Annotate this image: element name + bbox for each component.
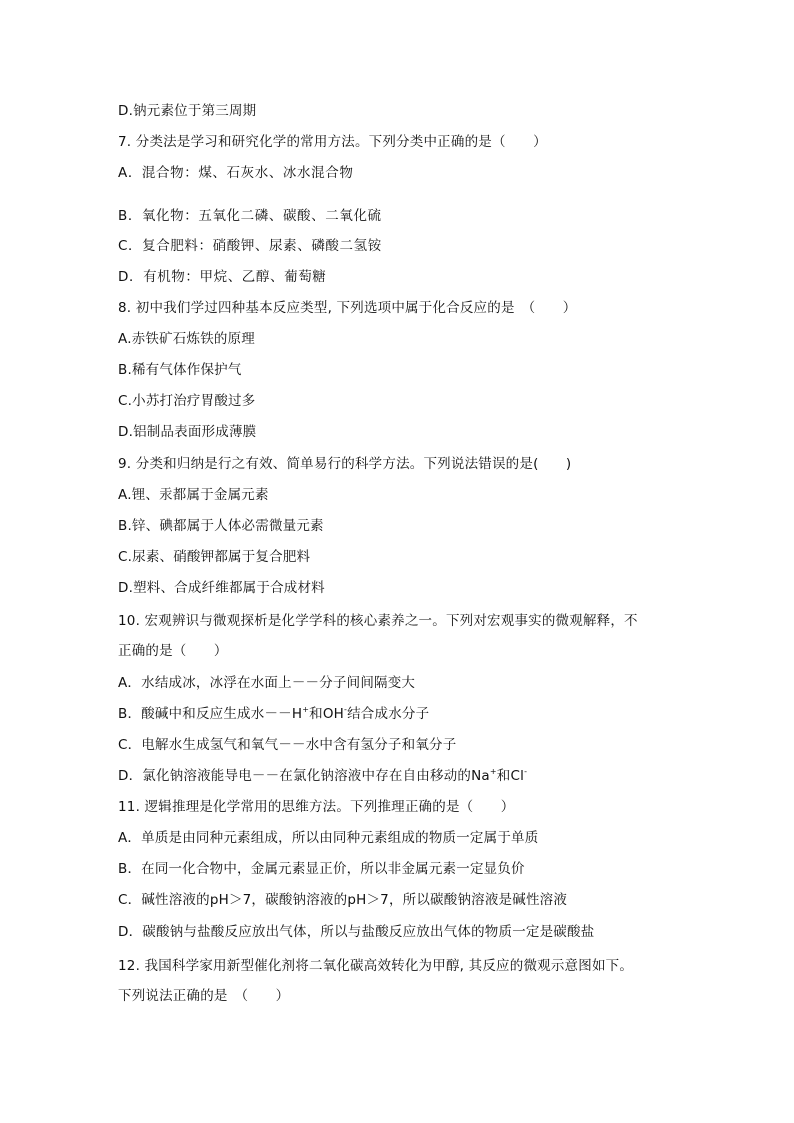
question-12-line1: 12. 我国科学家用新型催化剂将二氧化碳高效转化为甲醇, 其反应的微观示意图如下。 — [118, 958, 634, 974]
q9-option-c: C.尿素、硝酸钾都属于复合肥料 — [118, 549, 311, 565]
q11-option-c: C．碱性溶液的pH＞7，碳酸钠溶液的pH＞7，所以碳酸钠溶液是碱性溶液 — [118, 892, 568, 908]
q11-option-a: A．单质是由同种元素组成，所以由同种元素组成的物质一定属于单质 — [118, 830, 539, 846]
q9-option-b: B.锌、碘都属于人体必需微量元素 — [118, 518, 324, 534]
q7-option-d: D．有机物：甲烷、乙醇、葡萄糖 — [118, 269, 327, 285]
superscript-plus: + — [302, 705, 310, 714]
q7-option-a: A．混合物：煤、石灰水、冰水混合物 — [118, 165, 354, 181]
q7-option-c: C．复合肥料：硝酸钾、尿素、磷酸二氢铵 — [118, 238, 382, 254]
q10-option-d-text1: D．氯化钠溶液能导电－－在氯化钠溶液中存在自由移动的Na — [118, 768, 490, 784]
q8-option-a: A.赤铁矿石炼铁的原理 — [118, 331, 255, 347]
question-8: 8. 初中我们学过四种基本反应类型, 下列选项中属于化合反应的是 （ ） — [118, 300, 577, 316]
q10-option-b — [118, 705, 429, 723]
q10-option-b-text2: 和OH — [309, 706, 345, 722]
q11-option-b: B．在同一化合物中，金属元素显正价，所以非金属元素一定显负价 — [118, 861, 525, 877]
question-7: 7. 分类法是学习和研究化学的常用方法。下列分类中正确的是（ ） — [118, 134, 547, 150]
question-9: 9. 分类和归纳是行之有效、简单易行的科学方法。下列说法错误的是( ) — [118, 456, 572, 472]
question-10-line1: 10. 宏观辨识与微观探析是化学学科的核心素养之一。下列对宏观事实的微观解释，不 — [118, 613, 638, 629]
q8-option-c: C.小苏打治疗胃酸过多 — [118, 393, 256, 409]
q11-option-d: D．碳酸钠与盐酸反应放出气体，所以与盐酸反应放出气体的物质一定是碳酸盐 — [118, 924, 595, 940]
q9-option-d: D.塑料、合成纤维都属于合成材料 — [118, 580, 325, 596]
superscript-minus: - — [524, 767, 528, 776]
q7-option-b: B．氧化物：五氧化二磷、碳酸、二氧化硫 — [118, 208, 382, 224]
q9-option-a: A.锂、汞都属于金属元素 — [118, 487, 269, 503]
q10-option-d — [118, 767, 527, 785]
q10-option-d-text2: 和Cl — [496, 768, 525, 784]
q8-option-d: D.铝制品表面形成薄膜 — [118, 424, 257, 440]
question-10-line2: 正确的是（ ） — [118, 643, 228, 659]
q10-option-b-text3: 结合成水分子 — [347, 706, 430, 722]
q10-option-b-text1: B．酸碱中和反应生成水－－H — [118, 706, 303, 722]
q10-option-a: A．水结成冰，冰浮在水面上－－分子间间隔变大 — [118, 675, 416, 691]
question-11: 11. 逻辑推理是化学常用的思维方法。下列推理正确的是（ ） — [118, 799, 515, 815]
question-12-line2: 下列说法正确的是 （ ） — [118, 988, 290, 1004]
superscript-plus: + — [489, 767, 497, 776]
q6-option-d: D.钠元素位于第三周期 — [118, 103, 257, 119]
q8-option-b: B.稀有气体作保护气 — [118, 362, 242, 378]
superscript-minus: - — [344, 705, 348, 714]
q10-option-c: C．电解水生成氢气和氧气－－水中含有氢分子和氧分子 — [118, 737, 457, 753]
